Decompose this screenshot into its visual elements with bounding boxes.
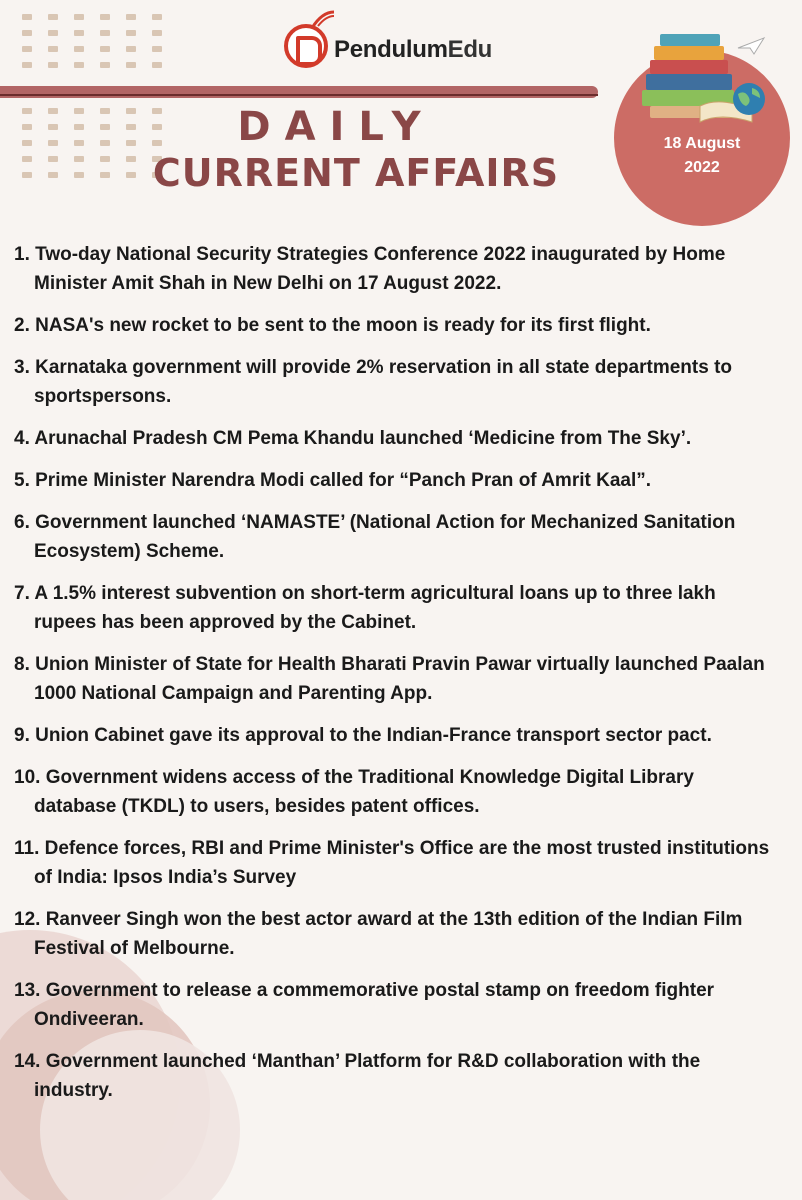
news-item: 12. Ranveer Singh won the best actor award at the 13th edition of the Indian Film Festival of Melbourne. [14,909,743,959]
news-item: 2. NASA's new rocket to be sent to the moon is ready for its first flight. [14,315,651,336]
news-item: 5. Prime Minister Narendra Modi called for “Panch Pran of Amrit Kaal”. [14,470,652,491]
news-item: 3. Karnataka government will provide 2% reservation in all state departments to sportspersons. [14,357,733,407]
news-item: 7. A 1.5% interest subvention on short-term agricultural loans up to three lakh rupees has been approved by the Cabinet. [14,583,716,633]
news-item: 13. Government to release a commemorative postal stamp on freedom fighter Ondiveeran. [14,980,715,1030]
date-label [614,132,790,180]
brand-name-part2: Edu [447,36,493,63]
news-item: 1. Two-day National Security Strategies Conference 2022 inaugurated by Home Minister Amit Shah in New Delhi on 17 August 2022. [14,244,726,294]
news-item: 11. Defence forces, RBI and Prime Minister's Office are the most trusted institutions of India: Ipsos India’s Survey [14,838,770,888]
news-item: 6. Government launched ‘NAMASTE’ (National Action for Mechanized Sanitation Ecosystem) Scheme. [14,512,736,562]
news-item: 8. Union Minister of State for Health Bharati Pravin Pawar virtually launched Paalan 1000 National Campaign and Parenting App. [14,654,765,704]
header-divider-line [0,94,598,96]
news-item: 10. Government widens access of the Traditional Knowledge Digital Library database (TKDL) to users, besides patent offices. [14,767,694,817]
news-item: 4. Arunachal Pradesh CM Pema Khandu launched ‘Medicine from The Sky’. [14,428,692,449]
brand-name-part1: Pendulum [334,36,448,63]
date-day-month: 18 August [663,135,741,152]
globe-icon [730,80,768,118]
logo-icon [284,24,328,68]
graduation-cap-icon [308,10,336,30]
decorative-dot-grid [22,14,162,68]
paper-plane-icon [736,36,766,56]
news-item: 9. Union Cabinet gave its approval to the Indian-France transport sector pact. [14,725,712,746]
date-year: 2022 [684,159,720,176]
page-title-daily: DAILY [237,104,435,150]
brand-logo [284,24,492,68]
brand-name [334,36,492,64]
news-list [14,240,774,1118]
header-divider [0,86,598,98]
page-title-current-affairs: CURRENT AFFAIRS [152,151,560,195]
news-item: 14. Government launched ‘Manthan’ Platform for R&D collaboration with the industry. [14,1051,701,1101]
decorative-dot-grid [22,108,162,178]
